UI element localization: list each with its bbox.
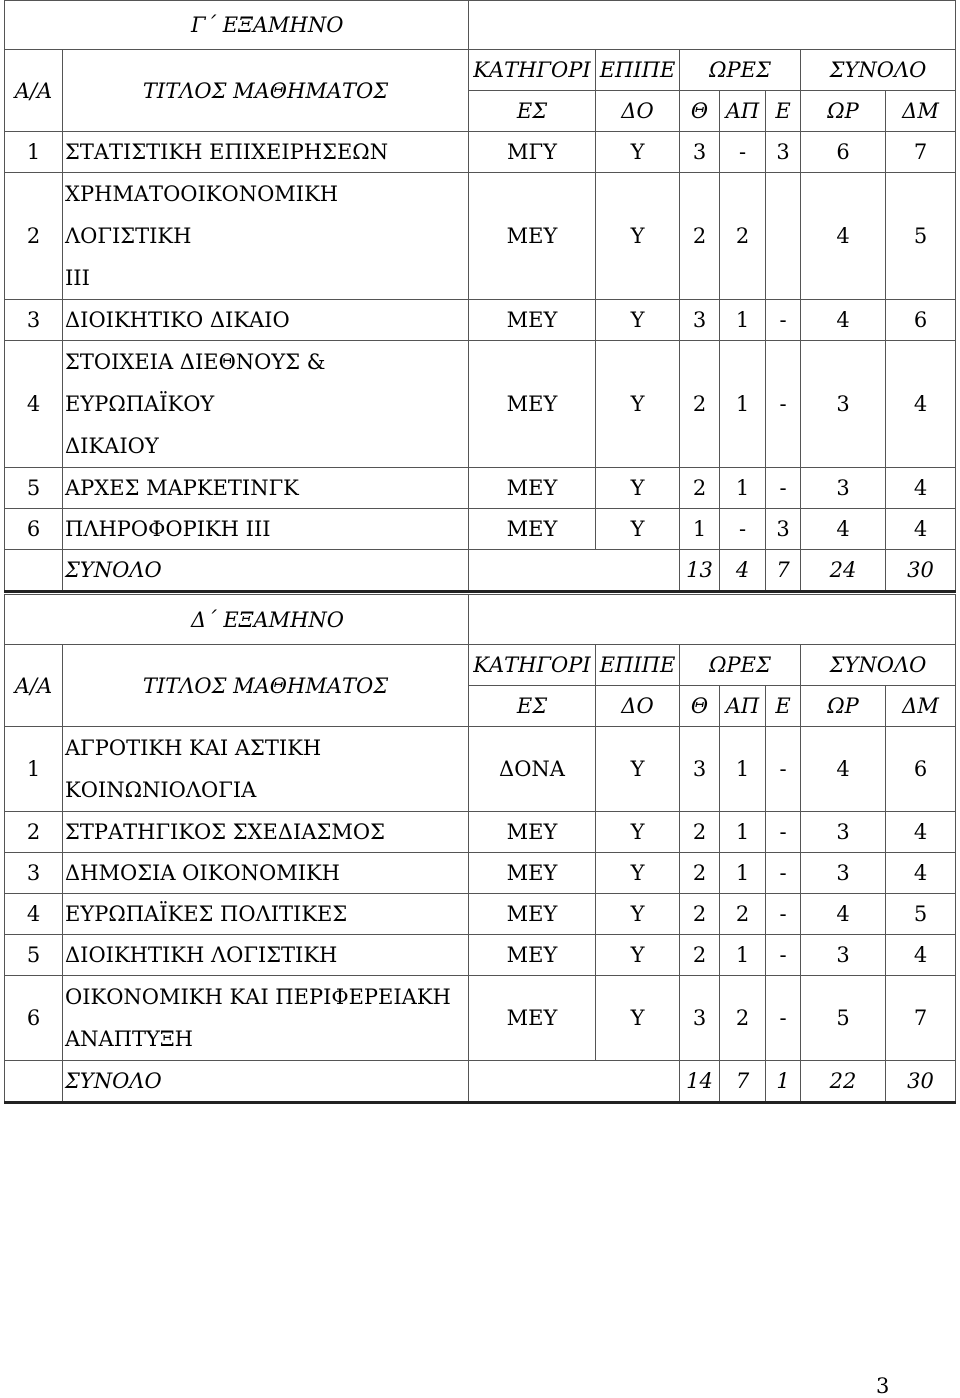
row-number: 5 [5,935,63,976]
course-level: Υ [596,468,680,509]
hours-theory: 3 [680,300,720,341]
total-dm: 7 [886,132,956,173]
hours-e: - [766,341,801,468]
course-title: ΔΙΟΙΚΗΤΙΚΗ ΛΟΓΙΣΤΙΚΗ [63,935,469,976]
total-dm: 5 [886,894,956,935]
hours-ap: 1 [720,812,766,853]
header-category-cont: ΕΣ [469,91,596,132]
total-wr: 22 [801,1061,886,1103]
header-level: ΕΠΙΠΕ [596,50,680,91]
total-blank [5,550,63,592]
table-row [5,509,956,550]
hours-e: - [766,935,801,976]
table-row [5,132,956,173]
course-title-line2: ΙΙΙ [65,266,90,290]
table-row [5,173,956,300]
total-wr: 4 [801,173,886,300]
course-title [63,727,469,812]
course-title: ΔΙΟΙΚΗΤΙΚΟ ΔΙΚΑΙΟ [63,300,469,341]
total-wr: 3 [801,468,886,509]
hours-theory: 3 [680,132,720,173]
course-level: Υ [596,727,680,812]
hours-e: 3 [766,509,801,550]
table-row [5,341,956,468]
course-category: ΜΕΥ [469,853,596,894]
hours-theory: 3 [680,976,720,1061]
total-dm: 4 [886,509,956,550]
header-dm: ΔΜ [886,686,956,727]
total-dm: 5 [886,173,956,300]
table-row [5,468,956,509]
total-wr: 4 [801,727,886,812]
header-hours: ΩΡΕΣ [680,645,801,686]
course-title [63,173,469,300]
course-title [63,976,469,1061]
total-dm: 4 [886,341,956,468]
semester-table-d [4,594,956,1104]
row-number: 4 [5,341,63,468]
table-row [5,300,956,341]
header-aa: Α/Α [5,50,63,132]
course-title: ΕΥΡΩΠΑΪΚΕΣ ΠΟΛΙΤΙΚΕΣ [63,894,469,935]
course-category: ΜΕΥ [469,509,596,550]
course-level: Υ [596,173,680,300]
course-level: Υ [596,509,680,550]
total-label: ΣΥΝΟΛΟ [63,1061,469,1103]
course-title: ΣΤΡΑΤΗΓΙΚΟΣ ΣΧΕΔΙΑΣΜΟΣ [63,812,469,853]
total-dm: 6 [886,727,956,812]
row-number: 5 [5,468,63,509]
total-label: ΣΥΝΟΛΟ [63,550,469,592]
hours-ap: 1 [720,341,766,468]
course-level: Υ [596,894,680,935]
course-category: ΜΕΥ [469,173,596,300]
total-blank [469,1061,680,1103]
course-level: Υ [596,341,680,468]
semester-title: Δ΄ ΕΞΑΜΗΝΟ [5,595,469,645]
course-category: ΜΕΥ [469,300,596,341]
header-empty [469,1,956,50]
course-level: Υ [596,300,680,341]
course-title: ΠΛΗΡΟΦΟΡΙΚΗ ΙΙΙ [63,509,469,550]
total-wr: 4 [801,894,886,935]
hours-ap: 2 [720,976,766,1061]
hours-theory: 2 [680,341,720,468]
hours-ap: 2 [720,173,766,300]
header-theory: Θ [680,91,720,132]
total-row [5,550,956,592]
header-theory: Θ [680,686,720,727]
total-e: 1 [766,1061,801,1103]
hours-theory: 2 [680,812,720,853]
header-category-cont: ΕΣ [469,686,596,727]
hours-ap: 2 [720,894,766,935]
header-ap: ΑΠ [720,91,766,132]
total-dm: 7 [886,976,956,1061]
total-wr: 3 [801,935,886,976]
header-wr: ΩΡ [801,91,886,132]
header-total: ΣΥΝΟΛΟ [801,645,956,686]
hours-theory: 2 [680,935,720,976]
course-title-line1: ΧΡΗΜΑΤΟΟΙΚΟΝΟΜΙΚΗ ΛΟΓΙΣΤΙΚΗ [65,182,339,248]
total-wr: 3 [801,853,886,894]
total-wr: 5 [801,976,886,1061]
course-category: ΜΕΥ [469,935,596,976]
course-title: ΑΡΧΕΣ ΜΑΡΚΕΤΙΝΓΚ [63,468,469,509]
total-dm: 4 [886,468,956,509]
hours-e [766,173,801,300]
hours-e: - [766,812,801,853]
course-title [63,341,469,468]
course-title-line1: ΟΙΚΟΝΟΜΙΚΗ ΚΑΙ ΠΕΡΙΦΕΡΕΙΑΚΗ [65,985,451,1009]
row-number: 2 [5,173,63,300]
total-theory: 13 [680,550,720,592]
total-dm: 30 [886,550,956,592]
course-title-line2: ΔΙΚΑΙΟΥ [65,434,159,458]
hours-theory: 2 [680,853,720,894]
total-dm: 6 [886,300,956,341]
header-course-title: ΤΙΤΛΟΣ ΜΑΘΗΜΑΤΟΣ [63,645,469,727]
header-level-cont: ΔΟ [596,91,680,132]
course-title: ΣΤΑΤΙΣΤΙΚΗ ΕΠΙΧΕΙΡΗΣΕΩΝ [63,132,469,173]
total-theory: 14 [680,1061,720,1103]
course-category: ΜΕΥ [469,468,596,509]
total-wr: 4 [801,300,886,341]
total-blank [5,1061,63,1103]
course-level: Υ [596,853,680,894]
course-category: ΜΕΥ [469,341,596,468]
hours-theory: 1 [680,509,720,550]
table-row [5,853,956,894]
header-category: ΚΑΤΗΓΟΡΙ [469,645,596,686]
hours-theory: 3 [680,727,720,812]
row-number: 1 [5,727,63,812]
header-e: Ε [766,91,801,132]
course-category: ΜΓΥ [469,132,596,173]
total-ap: 4 [720,550,766,592]
course-level: Υ [596,812,680,853]
total-row [5,1061,956,1103]
table-row [5,894,956,935]
hours-e: - [766,894,801,935]
hours-e: 3 [766,132,801,173]
hours-ap: - [720,509,766,550]
header-total: ΣΥΝΟΛΟ [801,50,956,91]
total-dm: 30 [886,1061,956,1103]
row-number: 6 [5,976,63,1061]
hours-e: - [766,976,801,1061]
page-number: 3 [876,1374,890,1398]
hours-e: - [766,853,801,894]
course-title: ΔΗΜΟΣΙΑ ΟΙΚΟΝΟΜΙΚΗ [63,853,469,894]
row-number: 4 [5,894,63,935]
header-e: Ε [766,686,801,727]
course-title-line2: ΑΝΑΠΤΥΞΗ [65,1027,193,1051]
course-category: ΜΕΥ [469,894,596,935]
course-title-line2: ΚΟΙΝΩΝΙΟΛΟΓΙΑ [65,778,257,802]
hours-theory: 2 [680,468,720,509]
total-dm: 4 [886,935,956,976]
semester-title: Γ΄ ΕΞΑΜΗΝΟ [5,1,469,50]
row-number: 3 [5,853,63,894]
header-dm: ΔΜ [886,91,956,132]
course-category: ΜΕΥ [469,976,596,1061]
course-category: ΔΟΝΑ [469,727,596,812]
course-level: Υ [596,132,680,173]
total-wr: 3 [801,341,886,468]
hours-theory: 2 [680,173,720,300]
total-dm: 4 [886,812,956,853]
row-number: 2 [5,812,63,853]
hours-ap: 1 [720,853,766,894]
hours-ap: 1 [720,935,766,976]
course-title-line1: ΑΓΡΟΤΙΚΗ ΚΑΙ ΑΣΤΙΚΗ [65,736,322,760]
header-empty [469,595,956,645]
row-number: 1 [5,132,63,173]
hours-ap: - [720,132,766,173]
header-level: ΕΠΙΠΕ [596,645,680,686]
hours-e: - [766,468,801,509]
header-category: ΚΑΤΗΓΟΡΙ [469,50,596,91]
course-category: ΜΕΥ [469,812,596,853]
header-hours: ΩΡΕΣ [680,50,801,91]
course-title-line1: ΣΤΟΙΧΕΙΑ ΔΙΕΘΝΟΥΣ & ΕΥΡΩΠΑΪΚΟΥ [65,350,326,416]
header-level-cont: ΔΟ [596,686,680,727]
header-wr: ΩΡ [801,686,886,727]
table-row [5,935,956,976]
total-wr: 6 [801,132,886,173]
header-ap: ΑΠ [720,686,766,727]
header-aa: Α/Α [5,645,63,727]
course-level: Υ [596,976,680,1061]
hours-e: - [766,727,801,812]
row-number: 6 [5,509,63,550]
total-ap: 7 [720,1061,766,1103]
header-course-title: ΤΙΤΛΟΣ ΜΑΘΗΜΑΤΟΣ [63,50,469,132]
table-row [5,727,956,812]
table-row [5,976,956,1061]
total-wr: 4 [801,509,886,550]
course-level: Υ [596,935,680,976]
row-number: 3 [5,300,63,341]
total-e: 7 [766,550,801,592]
hours-theory: 2 [680,894,720,935]
table-row [5,812,956,853]
total-dm: 4 [886,853,956,894]
total-wr: 24 [801,550,886,592]
total-blank [469,550,680,592]
hours-ap: 1 [720,468,766,509]
hours-e: - [766,300,801,341]
hours-ap: 1 [720,300,766,341]
hours-ap: 1 [720,727,766,812]
total-wr: 3 [801,812,886,853]
semester-table-g [4,0,956,593]
